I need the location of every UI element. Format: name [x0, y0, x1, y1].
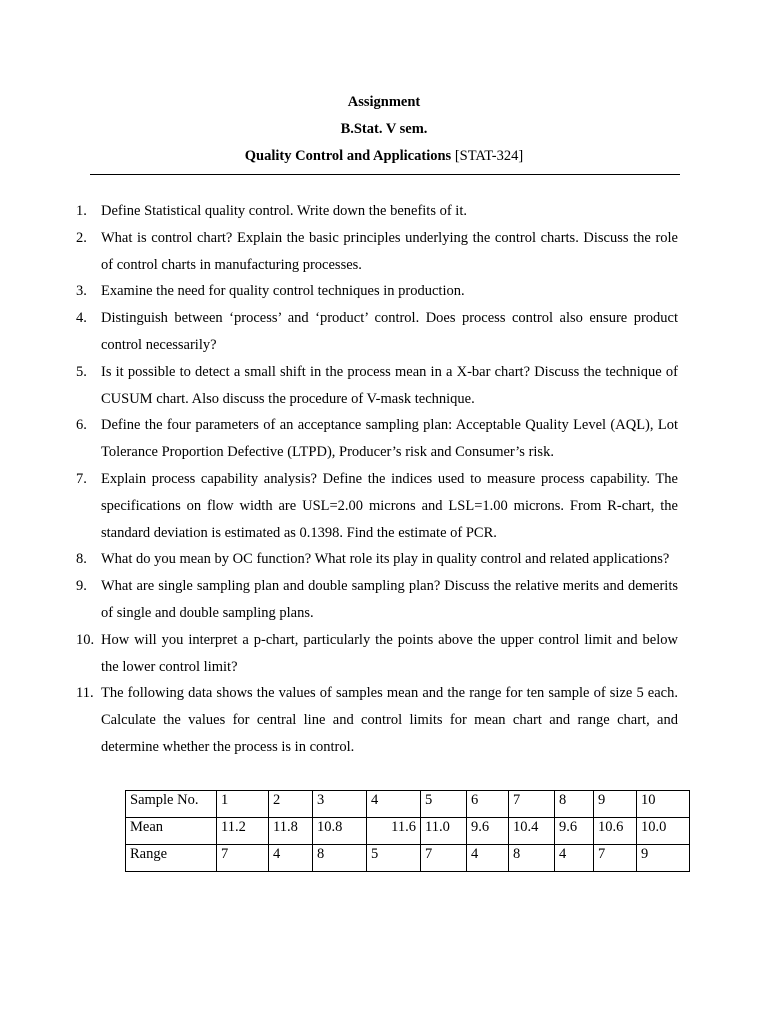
question-item: 5. Is it possible to detect a small shift in the process mean in a X-bar chart? Discuss the technique of CUSUM chart. Also discuss the procedure of V-mask technique. — [76, 363, 678, 407]
table-cell: 7 — [594, 845, 637, 872]
table-cell: 6 — [467, 791, 509, 818]
row-label: Range — [126, 845, 217, 872]
question-item: 1. Define Statistical quality control. Write down the benefits of it. — [76, 203, 467, 219]
table-cell: 4 — [269, 845, 313, 872]
table-cell: 9 — [594, 791, 637, 818]
table-cell: 8 — [509, 845, 555, 872]
table-cell: 3 — [313, 791, 367, 818]
table-cell: 8 — [555, 791, 594, 818]
page-title: Assignment — [347, 94, 421, 110]
sample-data-table — [125, 790, 690, 872]
question-item: 11. The following data shows the values of samples mean and the range for ten sample of size 5 each. Calculate the values for central line and control limits for mean chart and range chart, and determine whether the process is in control. — [76, 685, 678, 755]
question-item: 4. Distinguish between ‘process’ and ‘product’ control. Does process control also ensure product control necessarily? — [76, 310, 678, 353]
table-cell: 10.8 — [313, 818, 367, 845]
row-label: Sample No. — [126, 791, 217, 818]
question-item: 7. Explain process capability analysis? Define the indices used to measure process capability. The specifications on flow width are USL=2.00 microns and LSL=1.00 microns. From R-chart, the standard deviation is estimated as 0.1398. Find the estimate of PCR. — [76, 470, 678, 541]
table-cell: 10.4 — [509, 818, 555, 845]
table-cell: 9.6 — [467, 818, 509, 845]
table-cell: 9.6 — [555, 818, 594, 845]
question-item: 6. Define the four parameters of an acceptance sampling plan: Acceptable Quality Level (AQL), Lot Tolerance Proportion Defective (LTPD), Producer’s risk and Consumer’s risk. — [76, 417, 678, 461]
question-item: 3. Examine the need for quality control techniques in production. — [76, 283, 465, 300]
table-cell: 1 — [217, 791, 269, 818]
question-item: 8. What do you mean by OC function? What role its play in quality control and related applications? — [76, 551, 670, 568]
table-cell: 2 — [269, 791, 313, 818]
table-cell: 4 — [367, 791, 421, 818]
question-item: 10. How will you interpret a p-chart, particularly the points above the upper control limit and below the lower control limit? — [76, 631, 678, 675]
table-row-range — [126, 845, 690, 872]
course-name: Quality Control and Applications — [244, 148, 452, 164]
table-cell: 11.8 — [269, 818, 313, 845]
table-cell: 5 — [367, 845, 421, 872]
table-cell: 7 — [509, 791, 555, 818]
question-list — [0, 198, 768, 761]
table-cell: 11.0 — [421, 818, 467, 845]
table-cell: 7 — [421, 845, 467, 872]
page-subtitle: B.Stat. V sem. — [340, 121, 428, 137]
table-row-mean — [126, 818, 690, 845]
table-cell: 9 — [637, 845, 690, 872]
table-row-sample-no — [126, 791, 690, 818]
question-item: 9. What are single sampling plan and double sampling plan? Discuss the relative merits and demerits of single and double sampling plans. — [76, 578, 678, 621]
table-cell: 10.6 — [594, 818, 637, 845]
table-cell: 4 — [467, 845, 509, 872]
question-item: 2. What is control chart? Explain the basic principles underlying the control charts. Discuss the role of control charts in manufacturing processes. — [76, 229, 678, 273]
table-cell: 11.6 — [367, 818, 421, 845]
table-cell: 10.0 — [637, 818, 690, 845]
table-cell: 10 — [637, 791, 690, 818]
table-cell: 8 — [313, 845, 367, 872]
course-code: [STAT-324] — [454, 148, 524, 164]
table-cell: 7 — [217, 845, 269, 872]
table-cell: 5 — [421, 791, 467, 818]
header-divider — [90, 174, 680, 175]
course-heading — [0, 147, 768, 165]
table-cell: 4 — [555, 845, 594, 872]
row-label: Mean — [126, 818, 217, 845]
table-cell: 11.2 — [217, 818, 269, 845]
